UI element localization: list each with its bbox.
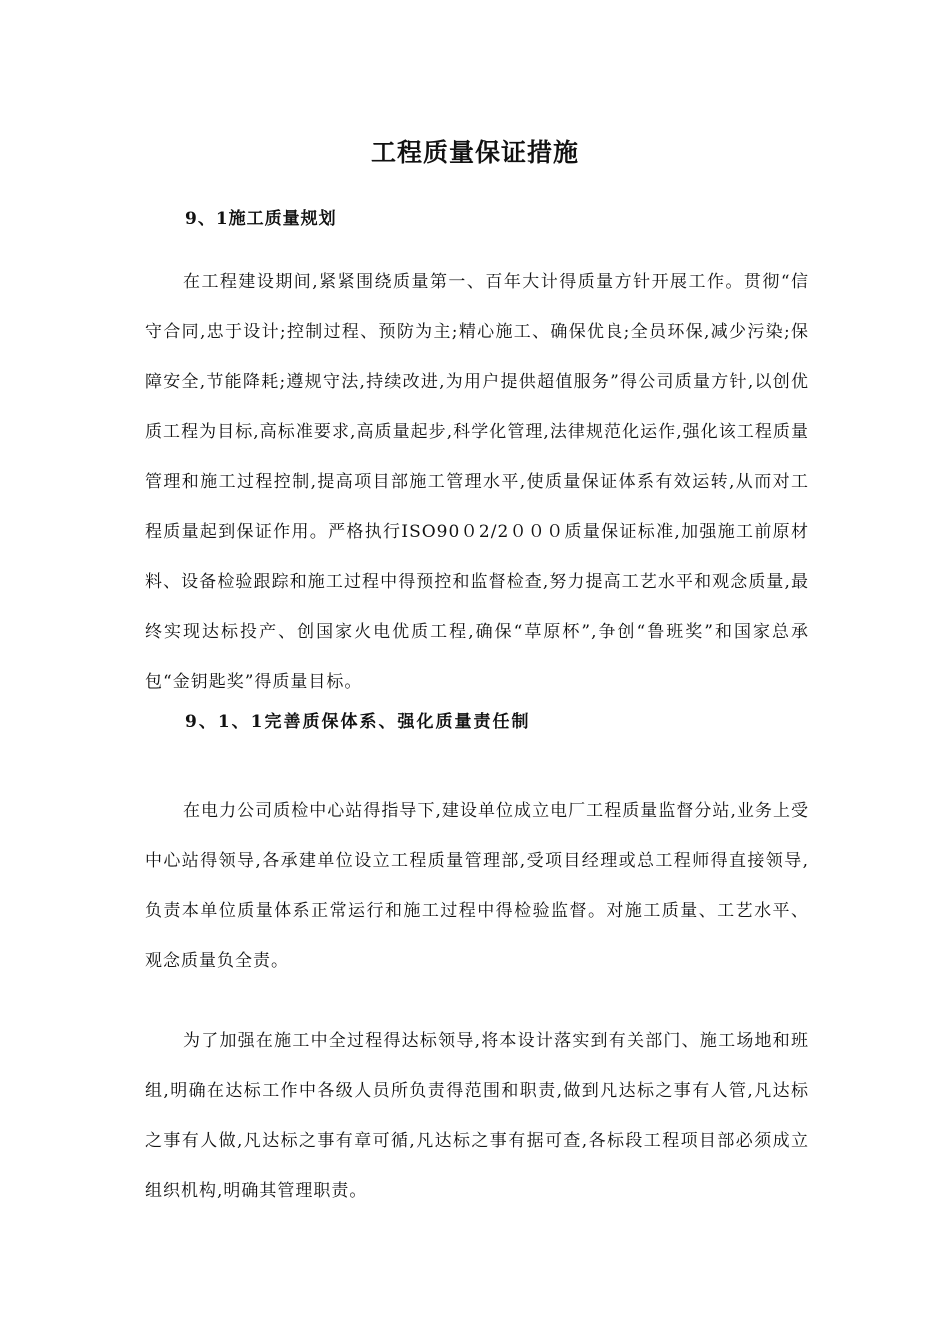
paragraph-quality-organization: 在电力公司质检中心站得指导下,建设单位成立电厂工程质量监督分站,业务上受中心站得领导,各承建单位设立工程质量管理部,受项目经理或总工程师得直接领导,负责本单位质量体系正常运行和施工过程中得检验监督。对施工质量、工艺水平、观念质量负全责。 xyxy=(145,801,809,971)
subsection-heading: 9、1、1完善质保体系、强化质量责任制 xyxy=(185,712,531,732)
paragraph-quality-policy: 在工程建设期间,紧紧围绕质量第一、百年大计得质量方针开展工作。贯彻“信守合同,忠于设计;控制过程、预防为主;精心施工、确保优良;全员环保,减少污染;保障安全,节能降耗;遵规守法,持续改进,为用户提供超值服务”得公司质量方针,以创优质工程为目标,高标准要求,高质量起步,科学化管理,法律规范化运作,强化该工程质量管理和施工过程控制,提高项目部施工管理水平,使质量保证体系有效运转,从而对工程质量起到保证作用。严格执行ISO90０2/2０００质量保证标准,加强施工前原材料、设备检验跟踪和施工过程中得预控和监督检查,努力提高工艺水平和观念质量,最终实现达标投产、创国家火电优质工程,确保“草原杯”,争创“鲁班奖”和国家总承包“金钥匙奖”得质量目标。 xyxy=(145,272,809,692)
section-heading: 9、1施工质量规划 xyxy=(185,209,337,229)
document-title: 工程质量保证措施 xyxy=(370,138,579,167)
paragraph-responsibility: 为了加强在施工中全过程得达标领导,将本设计落实到有关部门、施工场地和班组,明确在达标工作中各级人员所负责得范围和职责,做到凡达标之事有人管,凡达标之事有人做,凡达标之事有章可循,凡达标之事有据可查,各标段工程项目部必须成立组织机构,明确其管理职责。 xyxy=(145,1031,809,1201)
